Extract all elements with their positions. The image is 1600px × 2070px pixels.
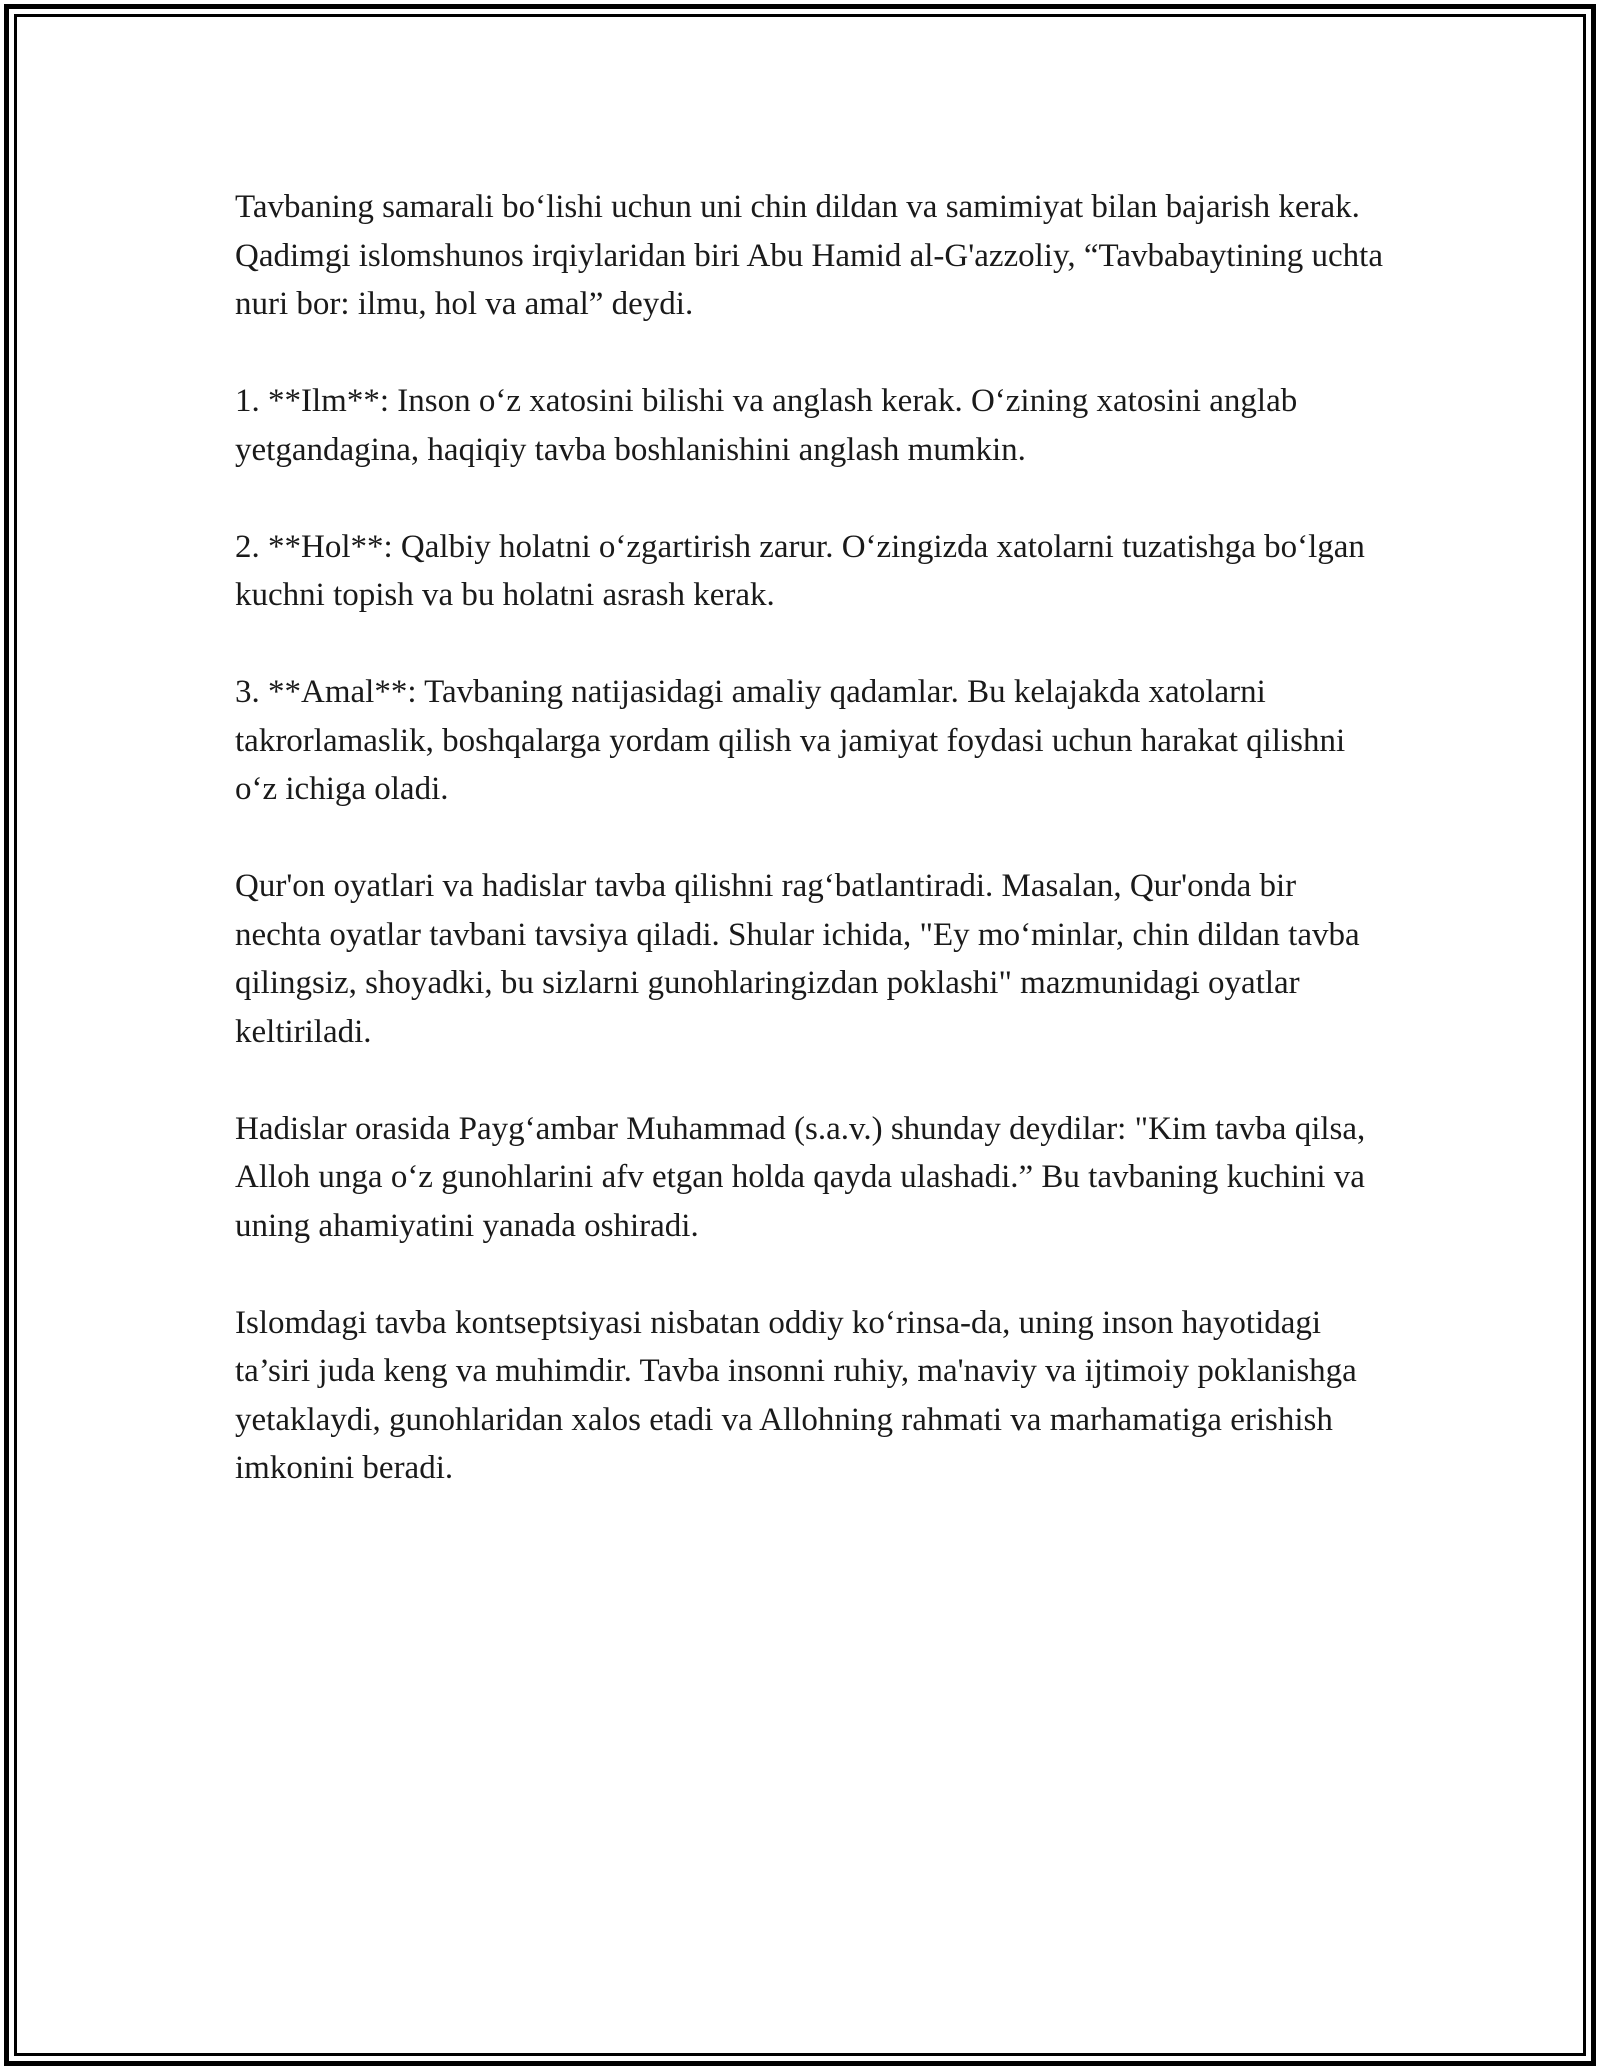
paragraph-quran: Qur'on oyatlari va hadislar tavba qilishni rag‘batlantiradi. Masalan, Qur'onda bir nechta oyatlar tavbani tavsiya qiladi. Shular ichida, "Ey mo‘minlar, chin dildan tavba qilingsiz, shoyadki, bu sizlarni gunohlaringizdan poklashi" mazmunidagi oyatlar keltiriladi. — [235, 868, 1360, 1050]
paragraph-intro: Tavbaning samarali bo‘lishi uchun uni chin dildan va samimiyat bilan bajarish kerak. Qadimgi islomshunos irqiylaridan biri Abu Hamid al-G'azzoliy, “Tavbabaytining uchta nuri bor: ilmu, hol va amal” deydi. — [235, 189, 1383, 322]
paragraph-conclusion: Islomdagi tavba kontseptsiyasi nisbatan oddiy ko‘rinsa-da, uning inson hayotidagi ta’siri juda keng va muhimdir. Tavba insonni ruhiy, ma'naviy va ijtimoiy poklanishga yetaklaydi, gunohlaridan xalos etadi va Allohning rahmati va marhamatiga erishish imkonini beradi. — [235, 1304, 1357, 1486]
paragraph-amal: 3. **Amal**: Tavbaning natijasidagi amaliy qadamlar. Bu kelajakda xatolarni takrorlamaslik, boshqalarga yordam qilish va jamiyat foydasi uchun harakat qilishni o‘z ichiga oladi. — [235, 674, 1346, 807]
paragraph-ilm: 1. **Ilm**: Inson o‘z xatosini bilishi va anglash kerak. O‘zining xatosini anglab yetgandagina, haqiqiy tavba boshlanishini anglash mumkin. — [235, 383, 1298, 468]
paragraph-hol: 2. **Hol**: Qalbiy holatni o‘zgartirish zarur. O‘zingizda xatolarni tuzatishga bo‘lgan kuchni topish va bu holatni asrash kerak. — [235, 528, 1365, 613]
document-body — [235, 183, 1385, 1541]
paragraph-hadith: Hadislar orasida Payg‘ambar Muhammad (s.a.v.) shunday deydilar: "Kim tavba qilsa, Alloh unga o‘z gunohlarini afv etgan holda qayda ulashadi.” Bu tavbaning kuchini va uning ahamiyatini yanada oshiradi. — [235, 1110, 1366, 1244]
